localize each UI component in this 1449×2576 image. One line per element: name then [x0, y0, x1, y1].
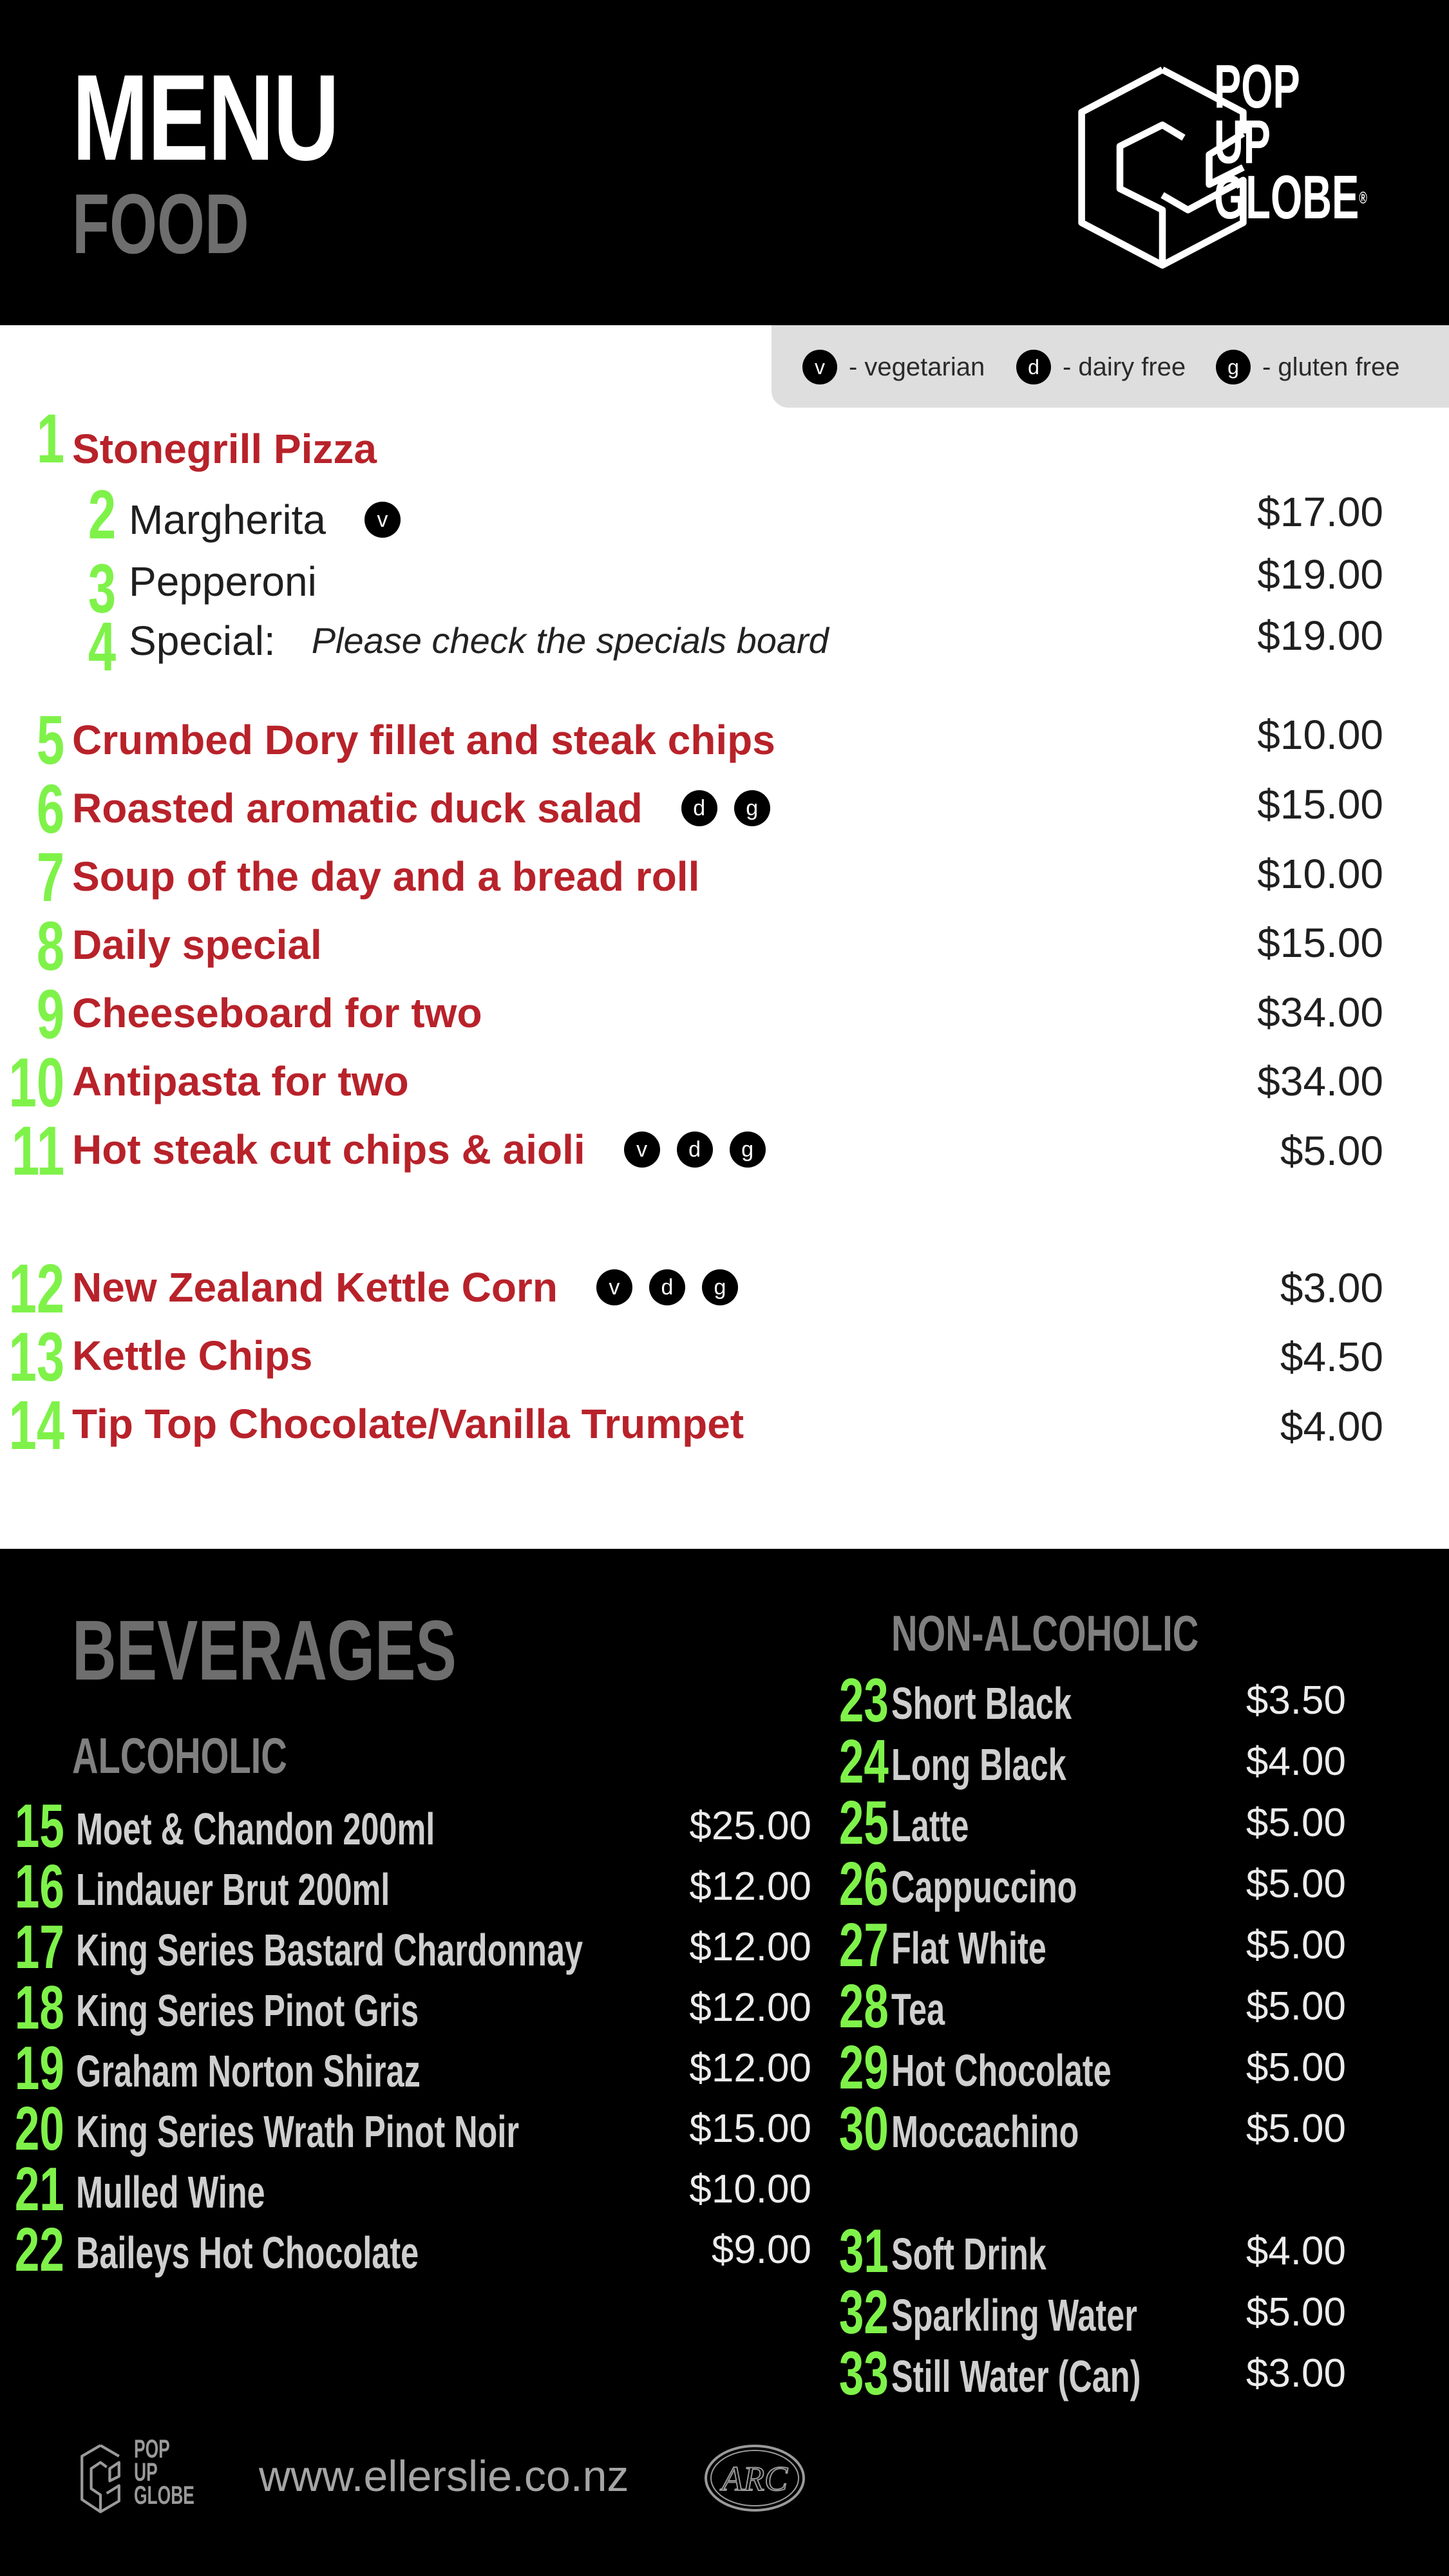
item-number: 16: [15, 1852, 64, 1921]
item-price: $34.00: [1257, 1058, 1383, 1104]
item-price: $25.00: [689, 1804, 811, 1848]
gluten-free-badge-icon: g: [1216, 350, 1251, 384]
gluten-free-badge-icon: g: [702, 1269, 738, 1305]
item-name: New Zealand Kettle Corn: [72, 1264, 558, 1311]
legend-label: - gluten free: [1262, 352, 1400, 381]
item-price: $10.00: [689, 2167, 811, 2211]
item-price: $5.00: [1245, 1801, 1346, 1845]
legend-dairy-free: [1016, 350, 1186, 384]
item-number: 14: [8, 1386, 64, 1464]
footer-logo-wordmark: [134, 2435, 194, 2510]
logo-wordmark: [1214, 52, 1367, 232]
item-price: $4.00: [1245, 2229, 1346, 2273]
menu-item: [72, 1126, 766, 1173]
item-number: 8: [36, 907, 64, 985]
vegetarian-badge-icon: v: [596, 1269, 632, 1305]
item-name: Sparkling Water: [891, 2290, 1137, 2340]
item-number: 12: [8, 1249, 64, 1327]
vegetarian-badge-icon: v: [624, 1132, 660, 1168]
item-price: $5.00: [1280, 1128, 1383, 1174]
item-number: 10: [8, 1043, 64, 1121]
item-name: Pepperoni: [129, 558, 317, 605]
menu-item: [129, 618, 829, 664]
item-name: Flat White: [891, 1923, 1046, 1973]
legend-gluten-free: [1216, 350, 1399, 384]
item-name: Antipasta for two: [72, 1058, 409, 1104]
arc-logo-icon: [703, 2443, 806, 2514]
dairy-free-badge-icon: d: [681, 790, 717, 826]
menu-item: [72, 785, 770, 831]
item-name: Short Black: [891, 1678, 1072, 1728]
food-subtitle: FOOD: [72, 176, 249, 271]
item-name: Still Water (Can): [891, 2351, 1141, 2401]
item-number: 24: [839, 1727, 889, 1796]
item-number: 9: [36, 975, 64, 1053]
item-name: Latte: [891, 1801, 969, 1851]
food-section: [0, 325, 1449, 1549]
item-price: $15.00: [1257, 920, 1383, 966]
item-number: 27: [839, 1911, 889, 1980]
item-price: $5.00: [1245, 1984, 1346, 2029]
logo-line: POP: [1214, 52, 1300, 121]
item-name: Stonegrill Pizza: [72, 426, 377, 472]
item-name: Mulled Wine: [76, 2167, 265, 2217]
item-number: 32: [839, 2278, 889, 2347]
item-price: $3.00: [1245, 2351, 1346, 2396]
item-price: $5.00: [1245, 2107, 1346, 2151]
item-price: $5.00: [1245, 2045, 1346, 2090]
item-price: $12.00: [689, 2046, 811, 2090]
item-number: 26: [839, 1850, 889, 1918]
item-price: $3.50: [1245, 1678, 1346, 1723]
item-name: Moet & Chandon 200ml: [76, 1804, 435, 1854]
item-number: 25: [839, 1788, 889, 1857]
item-price: $15.00: [689, 2107, 811, 2151]
item-price: $4.50: [1280, 1334, 1383, 1380]
item-number: 4: [88, 607, 116, 685]
item-name: Crumbed Dory fillet and steak chips: [72, 717, 775, 763]
item-number: 11: [11, 1112, 64, 1189]
item-number: 2: [88, 475, 116, 553]
item-name: King Series Wrath Pinot Noir: [76, 2107, 519, 2157]
item-name: Margherita: [129, 497, 326, 543]
item-name: Special:: [129, 618, 276, 664]
item-name: Tea: [891, 1984, 945, 2034]
item-number: 15: [15, 1792, 64, 1861]
alcoholic-title: ALCOHOLIC: [72, 1727, 287, 1784]
item-number: 18: [15, 1973, 64, 2042]
item-price: $19.00: [1257, 612, 1383, 659]
item-note: Please check the specials board: [311, 620, 829, 661]
item-number: 7: [36, 838, 64, 916]
item-name: Soft Drink: [891, 2229, 1046, 2279]
item-price: $5.00: [1245, 1923, 1346, 1967]
item-number: 30: [839, 2094, 889, 2163]
item-number: 28: [839, 1972, 889, 2041]
logo-line: UP: [1214, 108, 1271, 176]
legend-label: - vegetarian: [849, 352, 985, 381]
item-number: 20: [15, 2094, 64, 2163]
item-price: $3.00: [1280, 1265, 1383, 1311]
item-price: $34.00: [1257, 989, 1383, 1036]
item-name: Roasted aromatic duck salad: [72, 785, 643, 831]
logo-line: GLOBE: [134, 2481, 194, 2510]
item-number: 6: [36, 770, 64, 848]
logo-line: GLOBE: [1214, 163, 1359, 232]
item-number: 21: [15, 2155, 64, 2224]
website-link[interactable]: www.ellerslie.co.nz: [259, 2452, 629, 2501]
item-name: Graham Norton Shiraz: [76, 2046, 421, 2096]
dairy-free-badge-icon: d: [649, 1269, 685, 1305]
item-name: King Series Bastard Chardonnay: [76, 1925, 583, 1975]
item-price: $12.00: [689, 1925, 811, 1969]
item-name: Baileys Hot Chocolate: [76, 2228, 419, 2278]
item-number: 22: [15, 2215, 64, 2284]
item-price: $9.00: [711, 2228, 811, 2272]
item-number: 13: [8, 1318, 64, 1396]
item-name: Hot Chocolate: [891, 2045, 1112, 2096]
beverages-section: [0, 1549, 1449, 2576]
menu-item: [72, 1264, 738, 1311]
item-name: Daily special: [72, 922, 322, 968]
item-number: 33: [839, 2339, 889, 2408]
item-price: $17.00: [1257, 489, 1383, 535]
item-price: $4.00: [1280, 1403, 1383, 1450]
gluten-free-badge-icon: g: [734, 790, 770, 826]
dairy-free-badge-icon: d: [677, 1132, 713, 1168]
item-number: 5: [36, 701, 64, 779]
arc-logo-text: ARC: [722, 2459, 788, 2498]
dietary-legend: [772, 325, 1449, 408]
item-price: $5.00: [1245, 1862, 1346, 1906]
item-name: Lindauer Brut 200ml: [76, 1864, 390, 1915]
item-number: 23: [839, 1666, 889, 1735]
item-number: 19: [15, 2034, 64, 2103]
logo-line: POP: [134, 2435, 170, 2463]
logo-line: UP: [134, 2458, 158, 2486]
gluten-free-badge-icon: g: [730, 1132, 766, 1168]
registered-mark: ®: [1359, 188, 1367, 207]
item-number: 1: [36, 399, 64, 477]
item-name: Cheeseboard for two: [72, 990, 482, 1036]
item-price: $12.00: [689, 1864, 811, 1909]
item-name: Hot steak cut chips & aioli: [72, 1126, 585, 1173]
pop-up-globe-footer-logo-icon: [75, 2441, 126, 2518]
item-number: 29: [839, 2033, 889, 2102]
dairy-free-badge-icon: d: [1016, 350, 1051, 384]
item-name: Kettle Chips: [72, 1332, 313, 1379]
item-name: Tip Top Chocolate/Vanilla Trumpet: [72, 1401, 744, 1447]
legend-vegetarian: [802, 350, 985, 384]
item-number: 31: [839, 2217, 889, 2286]
item-price: $10.00: [1257, 851, 1383, 897]
beverages-title: BEVERAGES: [72, 1603, 457, 1698]
non-alcoholic-title: NON-ALCOHOLIC: [891, 1605, 1199, 1662]
item-name: Long Black: [891, 1739, 1066, 1790]
item-name: Soup of the day and a bread roll: [72, 853, 700, 900]
item-name: Cappuccino: [891, 1862, 1077, 1912]
vegetarian-badge-icon: v: [365, 502, 401, 538]
item-price: $15.00: [1257, 781, 1383, 828]
vegetarian-badge-icon: v: [802, 350, 837, 384]
menu-item: [129, 497, 401, 543]
item-name: Moccachino: [891, 2107, 1079, 2157]
item-name: King Series Pinot Gris: [76, 1985, 419, 2036]
item-number: 3: [88, 549, 116, 627]
item-price: $5.00: [1245, 2290, 1346, 2334]
item-number: 17: [15, 1913, 64, 1982]
item-price: $19.00: [1257, 551, 1383, 598]
item-price: $12.00: [689, 1985, 811, 2030]
legend-label: - dairy free: [1063, 352, 1186, 381]
item-price: $10.00: [1257, 712, 1383, 758]
header: [0, 0, 1449, 325]
item-price: $4.00: [1245, 1739, 1346, 1784]
page-title: MENU: [72, 50, 339, 186]
